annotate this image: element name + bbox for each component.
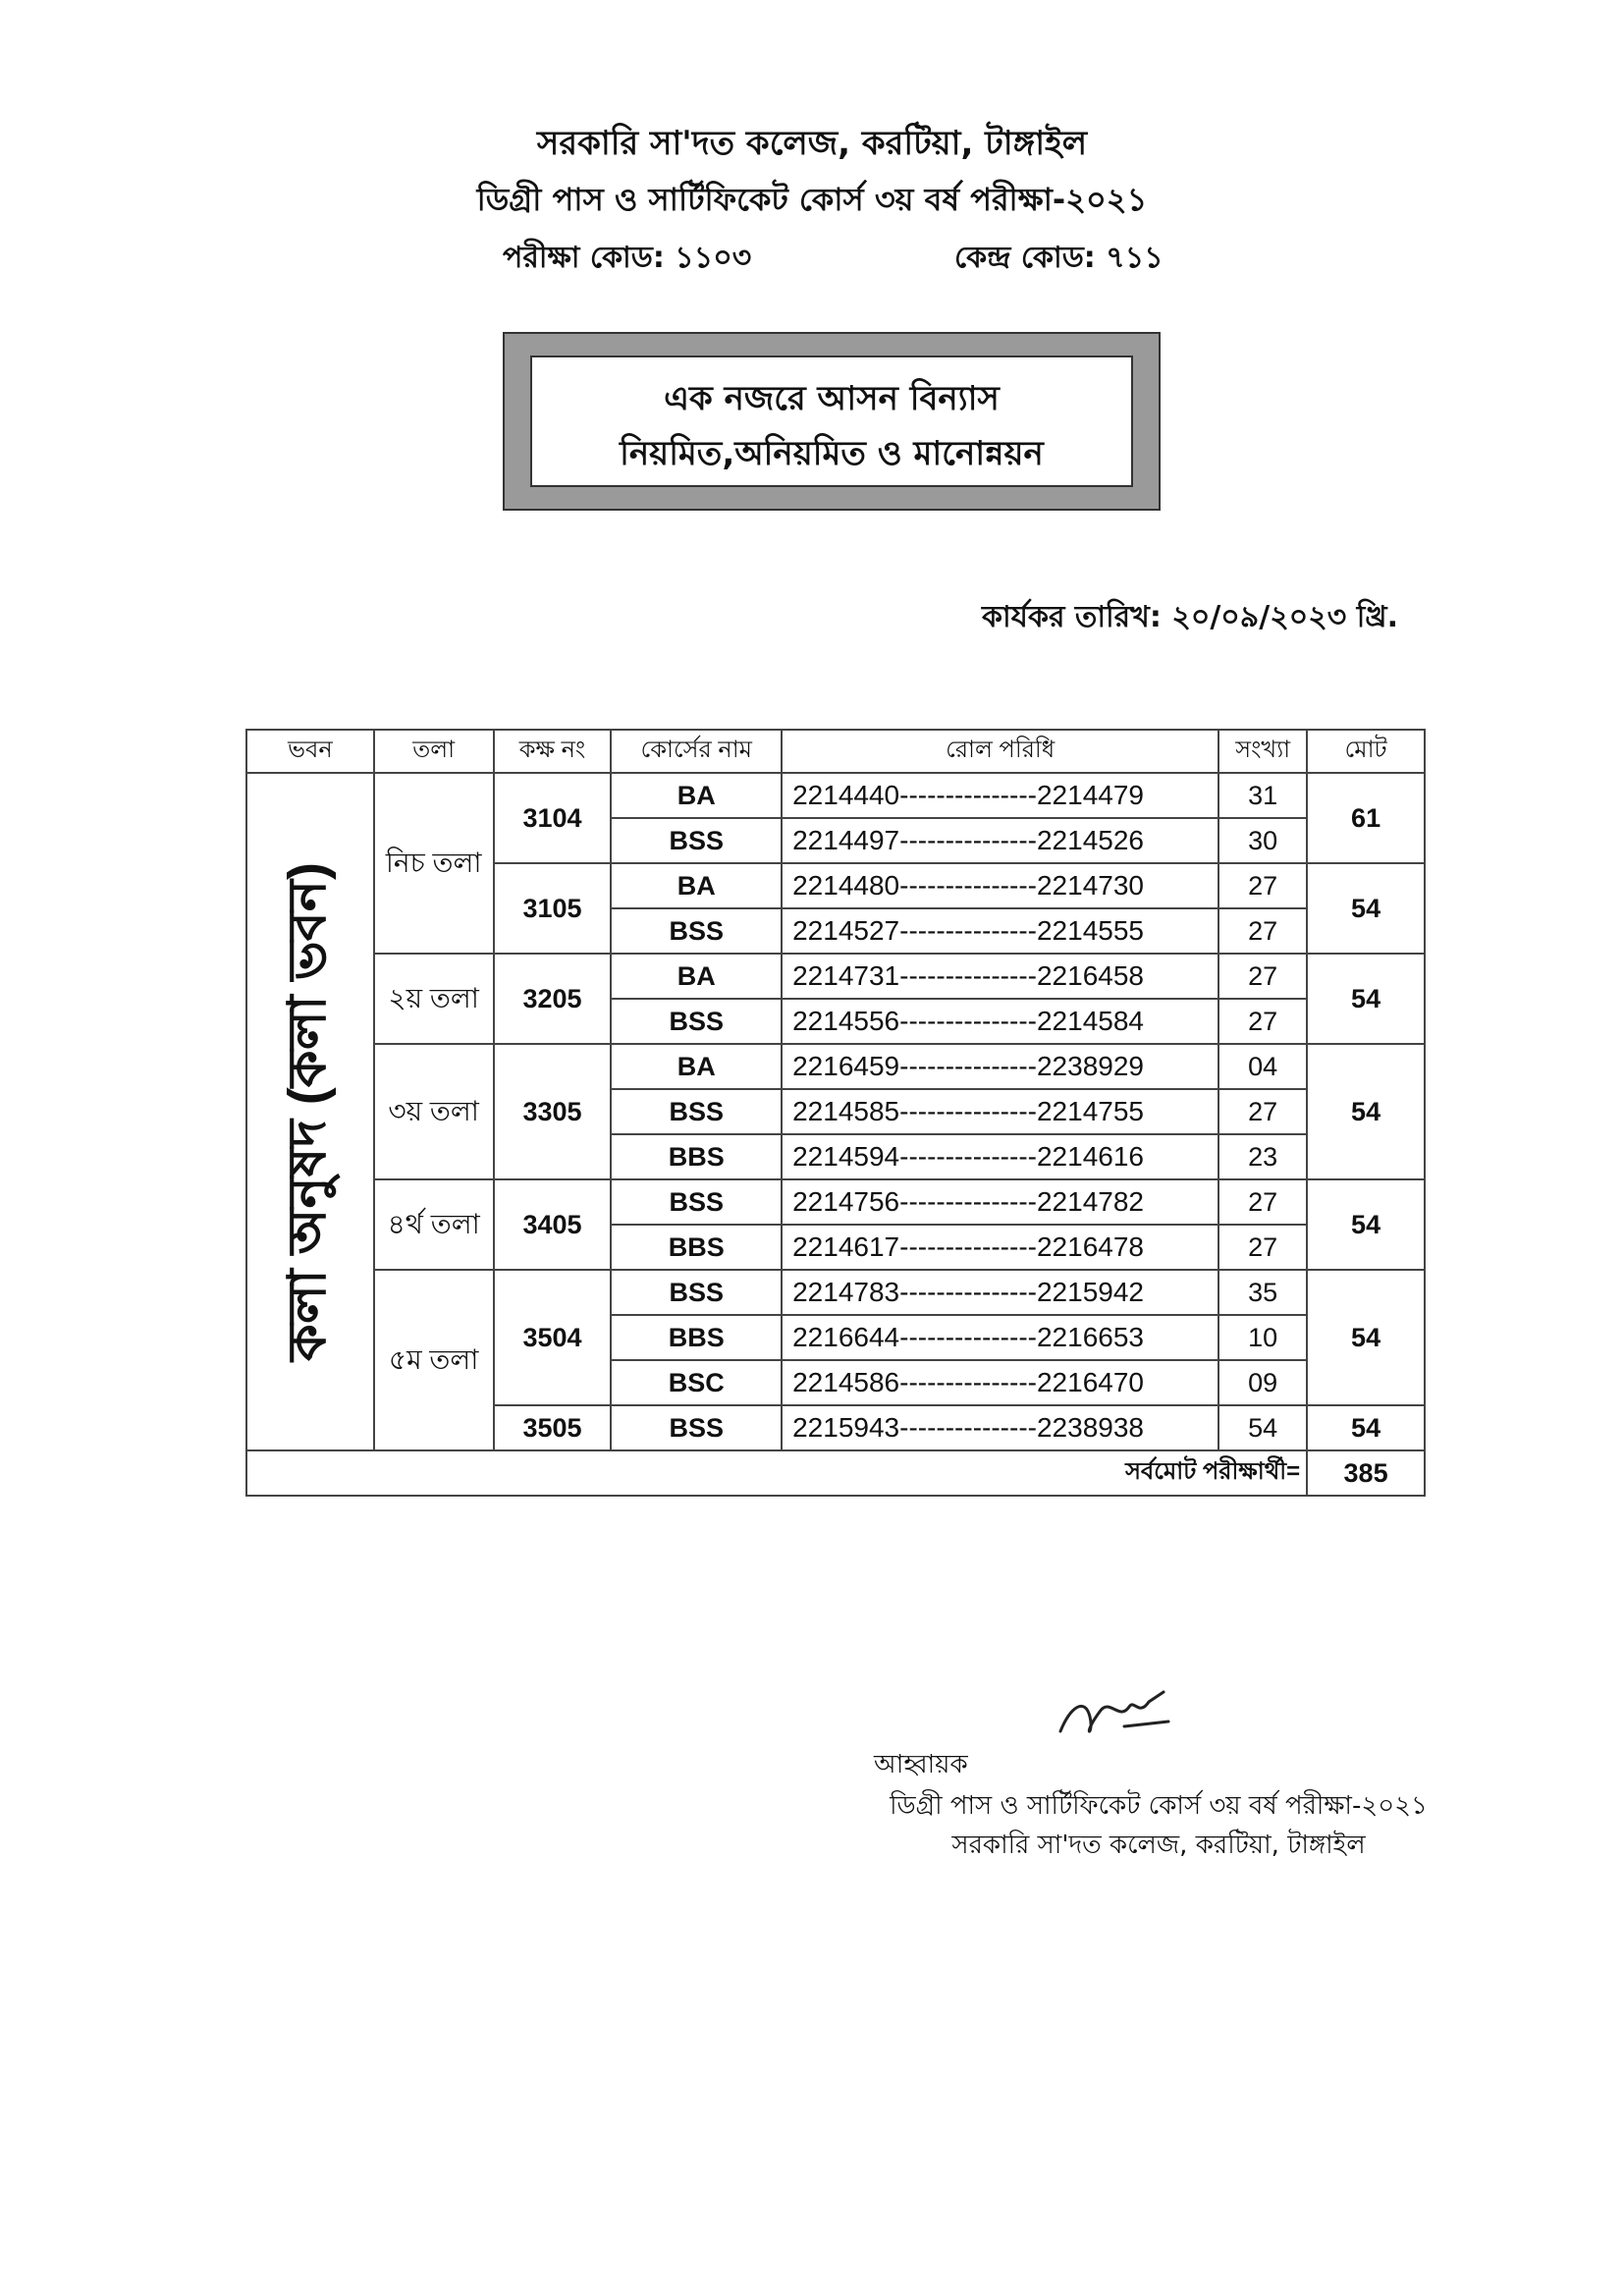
course-cell: BA bbox=[611, 773, 782, 818]
count-cell: 09 bbox=[1218, 1360, 1307, 1405]
title-line-1: এক নজরে আসন বিন্যাস bbox=[664, 379, 1000, 418]
center-code: কেন্দ্র কোড: ৭১১ bbox=[954, 241, 1164, 275]
course-cell: BSS bbox=[611, 1179, 782, 1225]
footer-exam: ডিগ্রী পাস ও সার্টিফিকেট কোর্স ৩য় বর্ষ পরীক্ষা-২০২১ bbox=[890, 1791, 1428, 1821]
course-cell: BSC bbox=[611, 1360, 782, 1405]
roll-cell: 2214617---------------2216478 bbox=[782, 1225, 1218, 1270]
roll-cell: 2215943---------------2238938 bbox=[782, 1405, 1218, 1450]
count-cell: 23 bbox=[1218, 1134, 1307, 1179]
room-total-cell: 54 bbox=[1307, 1270, 1425, 1405]
table-row bbox=[246, 1044, 1425, 1089]
room-cell: 3105 bbox=[494, 863, 612, 954]
seat-plan-table bbox=[245, 729, 1426, 1497]
course-cell: BSS bbox=[611, 818, 782, 863]
room-cell: 3305 bbox=[494, 1044, 612, 1179]
count-cell: 54 bbox=[1218, 1405, 1307, 1450]
room-cell: 3504 bbox=[494, 1270, 612, 1405]
floor-cell: ৫ম তলা bbox=[374, 1270, 494, 1450]
room-total-cell: 54 bbox=[1307, 954, 1425, 1044]
roll-cell: 2214585---------------2214755 bbox=[782, 1089, 1218, 1134]
course-cell: BA bbox=[611, 1044, 782, 1089]
floor-cell: নিচ তলা bbox=[374, 773, 494, 954]
course-cell: BSS bbox=[611, 1089, 782, 1134]
count-cell: 30 bbox=[1218, 818, 1307, 863]
header-building: ভবন bbox=[246, 730, 374, 773]
header-course: কোর্সের নাম bbox=[611, 730, 782, 773]
count-cell: 27 bbox=[1218, 908, 1307, 954]
roll-cell: 2214783---------------2215942 bbox=[782, 1270, 1218, 1315]
roll-cell: 2214556---------------2214584 bbox=[782, 999, 1218, 1044]
title-frame bbox=[503, 332, 1161, 511]
course-cell: BA bbox=[611, 954, 782, 999]
college-name: সরকারি সা'দত কলেজ, করটিয়া, টাঙ্গাইল bbox=[536, 124, 1088, 163]
roll-cell: 2216644---------------2216653 bbox=[782, 1315, 1218, 1360]
count-cell: 27 bbox=[1218, 863, 1307, 908]
roll-cell: 2216459---------------2238929 bbox=[782, 1044, 1218, 1089]
header-floor: তলা bbox=[374, 730, 494, 773]
room-total-cell: 54 bbox=[1307, 863, 1425, 954]
title-frame-inner bbox=[530, 355, 1133, 487]
course-cell: BA bbox=[611, 863, 782, 908]
header-total: মোট bbox=[1307, 730, 1425, 773]
course-cell: BBS bbox=[611, 1315, 782, 1360]
room-total-cell: 61 bbox=[1307, 773, 1425, 863]
room-cell: 3205 bbox=[494, 954, 612, 1044]
floor-cell: ২য় তলা bbox=[374, 954, 494, 1044]
course-cell: BSS bbox=[611, 1405, 782, 1450]
header-count: সংখ্যা bbox=[1218, 730, 1307, 773]
table-row bbox=[246, 1270, 1425, 1315]
course-cell: BSS bbox=[611, 999, 782, 1044]
grand-total-value: 385 bbox=[1307, 1450, 1425, 1496]
count-cell: 27 bbox=[1218, 1225, 1307, 1270]
grand-total-label: সর্বমোট পরীক্ষার্থী= bbox=[246, 1450, 1307, 1496]
room-cell: 3405 bbox=[494, 1179, 612, 1270]
header-room: কক্ষ নং bbox=[494, 730, 612, 773]
table-row bbox=[246, 954, 1425, 999]
table-header-row bbox=[246, 730, 1425, 773]
count-cell: 10 bbox=[1218, 1315, 1307, 1360]
roll-cell: 2214440---------------2214479 bbox=[782, 773, 1218, 818]
signature-image bbox=[1041, 1677, 1188, 1746]
room-cell: 3505 bbox=[494, 1405, 612, 1450]
footer-role: আহ্বায়ক bbox=[874, 1750, 968, 1779]
room-cell: 3104 bbox=[494, 773, 612, 863]
roll-cell: 2214497---------------2214526 bbox=[782, 818, 1218, 863]
course-cell: BSS bbox=[611, 908, 782, 954]
table-row bbox=[246, 1179, 1425, 1225]
course-cell: BSS bbox=[611, 1270, 782, 1315]
effective-date: কার্যকর তারিখ: ২০/০৯/২০২৩ খ্রি. bbox=[981, 600, 1398, 634]
room-total-cell: 54 bbox=[1307, 1044, 1425, 1179]
count-cell: 27 bbox=[1218, 1179, 1307, 1225]
footer-college: সরকারি সা'দত কলেজ, করটিয়া, টাঙ্গাইল bbox=[951, 1831, 1366, 1860]
roll-cell: 2214756---------------2214782 bbox=[782, 1179, 1218, 1225]
floor-cell: ৩য় তলা bbox=[374, 1044, 494, 1179]
floor-cell: ৪র্থ তলা bbox=[374, 1179, 494, 1270]
exam-title: ডিগ্রী পাস ও সার্টিফিকেট কোর্স ৩য় বর্ষ পরীক্ষা-২০২১ bbox=[476, 181, 1148, 218]
count-cell: 27 bbox=[1218, 1089, 1307, 1134]
room-total-cell: 54 bbox=[1307, 1179, 1425, 1270]
room-total-cell: 54 bbox=[1307, 1405, 1425, 1450]
roll-cell: 2214594---------------2214616 bbox=[782, 1134, 1218, 1179]
count-cell: 35 bbox=[1218, 1270, 1307, 1315]
building-name: কলা অনুষদ (কলা ভবন) bbox=[277, 862, 337, 1361]
header-roll-range: রোল পরিধি bbox=[782, 730, 1218, 773]
title-line-2: নিয়মিত,অনিয়মিত ও মানোন্নয়ন bbox=[620, 434, 1044, 473]
count-cell: 27 bbox=[1218, 954, 1307, 999]
roll-cell: 2214480---------------2214730 bbox=[782, 863, 1218, 908]
table-row bbox=[246, 773, 1425, 818]
course-cell: BBS bbox=[611, 1134, 782, 1179]
roll-cell: 2214527---------------2214555 bbox=[782, 908, 1218, 954]
building-cell bbox=[246, 773, 374, 1450]
count-cell: 27 bbox=[1218, 999, 1307, 1044]
roll-cell: 2214586---------------2216470 bbox=[782, 1360, 1218, 1405]
exam-code: পরীক্ষা কোড: ১১০৩ bbox=[503, 241, 752, 275]
course-cell: BBS bbox=[611, 1225, 782, 1270]
count-cell: 04 bbox=[1218, 1044, 1307, 1089]
roll-cell: 2214731---------------2216458 bbox=[782, 954, 1218, 999]
count-cell: 31 bbox=[1218, 773, 1307, 818]
grand-total-row bbox=[246, 1450, 1425, 1496]
